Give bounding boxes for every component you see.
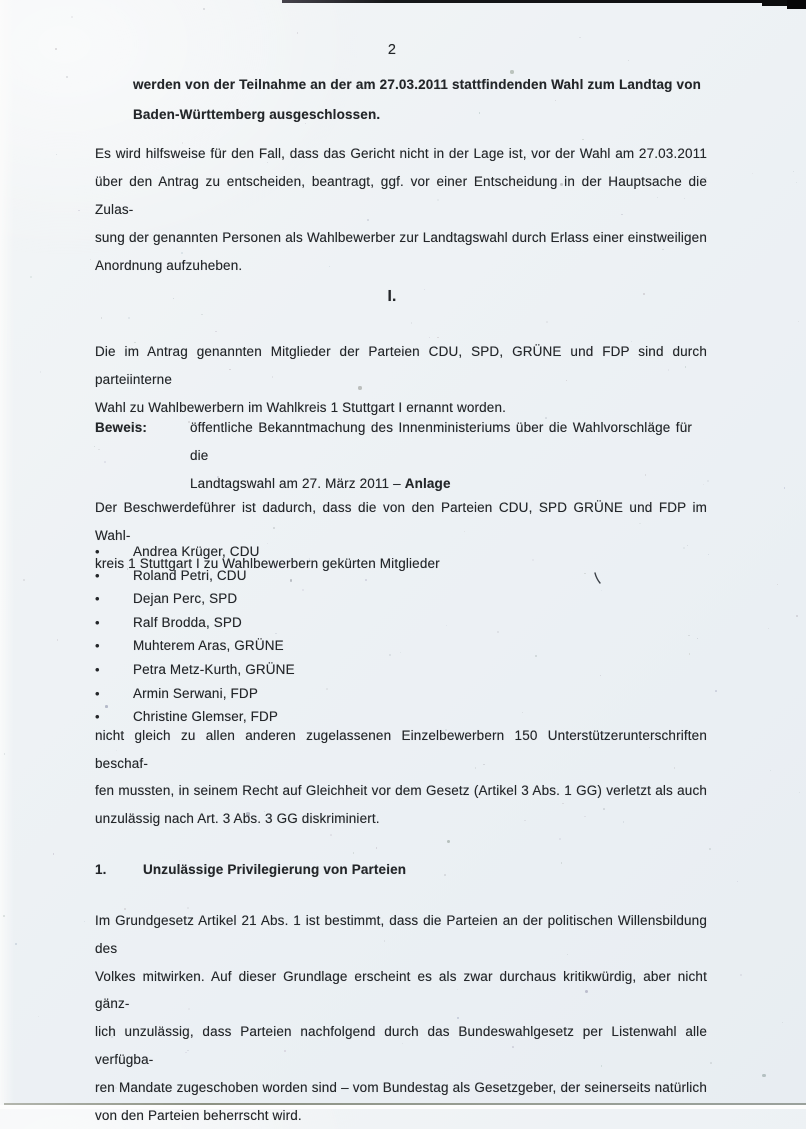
text-line: Baden-Württemberg ausgeschlossen. xyxy=(133,107,381,122)
beweis-line2-prefix: Landtagswahl am 27. März 2011 – xyxy=(190,476,405,491)
scan-artifact-top-bar xyxy=(282,0,806,3)
paragraph-petition-bold xyxy=(133,70,701,130)
text-line: Es wird hilfsweise für den Fall, dass das Gericht nicht in der Lage ist, vor der Wahl am 27.03.2011 xyxy=(95,146,707,161)
bullet-icon: • xyxy=(95,614,100,630)
text-line: Wahl zu Wahlbewerbern im Wahlkreis 1 Stuttgart I ernannt worden. xyxy=(95,400,507,415)
text-line: Die im Antrag genannten Mitglieder der Parteien CDU, SPD, GRÜNE und FDP sind durch parteiinterne xyxy=(95,344,707,387)
bullet-icon: • xyxy=(95,591,100,607)
scan-artifact-corner xyxy=(787,0,806,9)
candidate-name: Christine Glemser, FDP xyxy=(133,709,279,725)
list-item xyxy=(95,540,707,564)
text-line: ren Mandate zugeschoben worden sind – vom Bundestag als Gesetzgeber, der seinerseits natürlich xyxy=(95,1079,707,1095)
numbered-section-heading xyxy=(95,860,707,880)
candidate-name: Andrea Krüger, CDU xyxy=(133,544,260,559)
text-line: über den Antrag zu entscheiden, beantragt, ggf. vor einer Entscheidung in der Hauptsache die Zulas- xyxy=(95,174,707,217)
paragraph-hilfsweise xyxy=(95,140,707,280)
text-line: werden von der Teilnahme an der am 27.03.2011 stattfindenden Wahl zum Landtag von xyxy=(133,77,701,92)
text-line: kreis 1 Stuttgart I zu Wahlbewerbern gekürten Mitglieder xyxy=(95,556,440,571)
candidate-name: Roland Petri, CDU xyxy=(133,567,247,583)
list-item xyxy=(95,682,707,706)
text-line: fen mussten, in seinem Recht auf Gleichheit vor dem Gesetz (Artikel 3 Abs. 1 GG) verletzt als auch xyxy=(95,783,707,799)
bullet-icon: • xyxy=(95,709,100,725)
text-line: Anordnung aufzuheben. xyxy=(95,258,243,273)
text-line: unzulässig nach Art. 3 Abs. 3 GG diskriminiert. xyxy=(95,810,380,826)
section-heading-roman: I. xyxy=(387,288,397,305)
text-line: von den Parteien beherrscht wird. xyxy=(95,1107,302,1123)
beweis-anlage-reference: Anlage xyxy=(404,476,451,491)
beweis-block xyxy=(95,414,707,498)
candidate-name: Muhterem Aras, GRÜNE xyxy=(133,638,284,654)
text-line: Volkes mitwirken. Auf dieser Grundlage erscheint es als zwar durchaus kritikwürdig, aber nicht gänz- xyxy=(95,968,707,1012)
list-item xyxy=(95,611,707,635)
bullet-icon: • xyxy=(95,638,100,654)
section-title: Unzulässige Privilegierung von Parteien xyxy=(143,862,407,877)
candidate-name: Ralf Brodda, SPD xyxy=(133,614,242,630)
list-item xyxy=(95,658,707,682)
candidate-name: Dejan Perc, SPD xyxy=(133,591,238,607)
list-item xyxy=(95,587,707,611)
section-number: 1. xyxy=(95,862,107,877)
list-item xyxy=(95,564,707,588)
text-line: lich unzulässig, dass Parteien nachfolgend durch das Bundeswahlgesetz per Listenwahl alle verfügba- xyxy=(95,1024,707,1067)
paragraph-diskriminiert xyxy=(95,722,707,832)
list-item xyxy=(95,634,707,658)
text-line: nicht gleich zu allen anderen zugelassenen Einzelbewerbern 150 Unterstützerunterschriften beschaf- xyxy=(95,728,707,771)
beweis-text xyxy=(190,414,692,498)
candidate-list xyxy=(95,540,707,729)
text-line: sung der genannten Personen als Wahlbewerber zur Landtagswahl durch Erlass einer einstweiligen xyxy=(95,230,707,245)
scan-artifact-left-edge xyxy=(0,0,14,1105)
page-number: 2 xyxy=(387,42,397,58)
paragraph-mitglieder xyxy=(95,338,707,422)
bullet-icon: • xyxy=(95,544,100,559)
bullet-icon: • xyxy=(95,661,100,677)
bullet-icon: • xyxy=(95,685,100,701)
text-line: Der Beschwerdeführer ist dadurch, dass die von den Parteien CDU, SPD GRÜNE und FDP im Wahl- xyxy=(95,500,707,543)
beweis-label: Beweis: xyxy=(95,420,148,435)
candidate-name: Petra Metz-Kurth, GRÜNE xyxy=(133,661,295,677)
text-line: Im Grundgesetz Artikel 21 Abs. 1 ist bestimmt, dass die Parteien an der politischen Willensbildung des xyxy=(95,913,707,956)
candidate-name: Armin Serwani, FDP xyxy=(133,685,258,701)
bullet-icon: • xyxy=(95,567,100,583)
text-line: öffentliche Bekanntmachung des Innenministeriums über die Wahlvorschläge für die xyxy=(190,420,692,463)
paragraph-grundgesetz xyxy=(95,907,707,1129)
